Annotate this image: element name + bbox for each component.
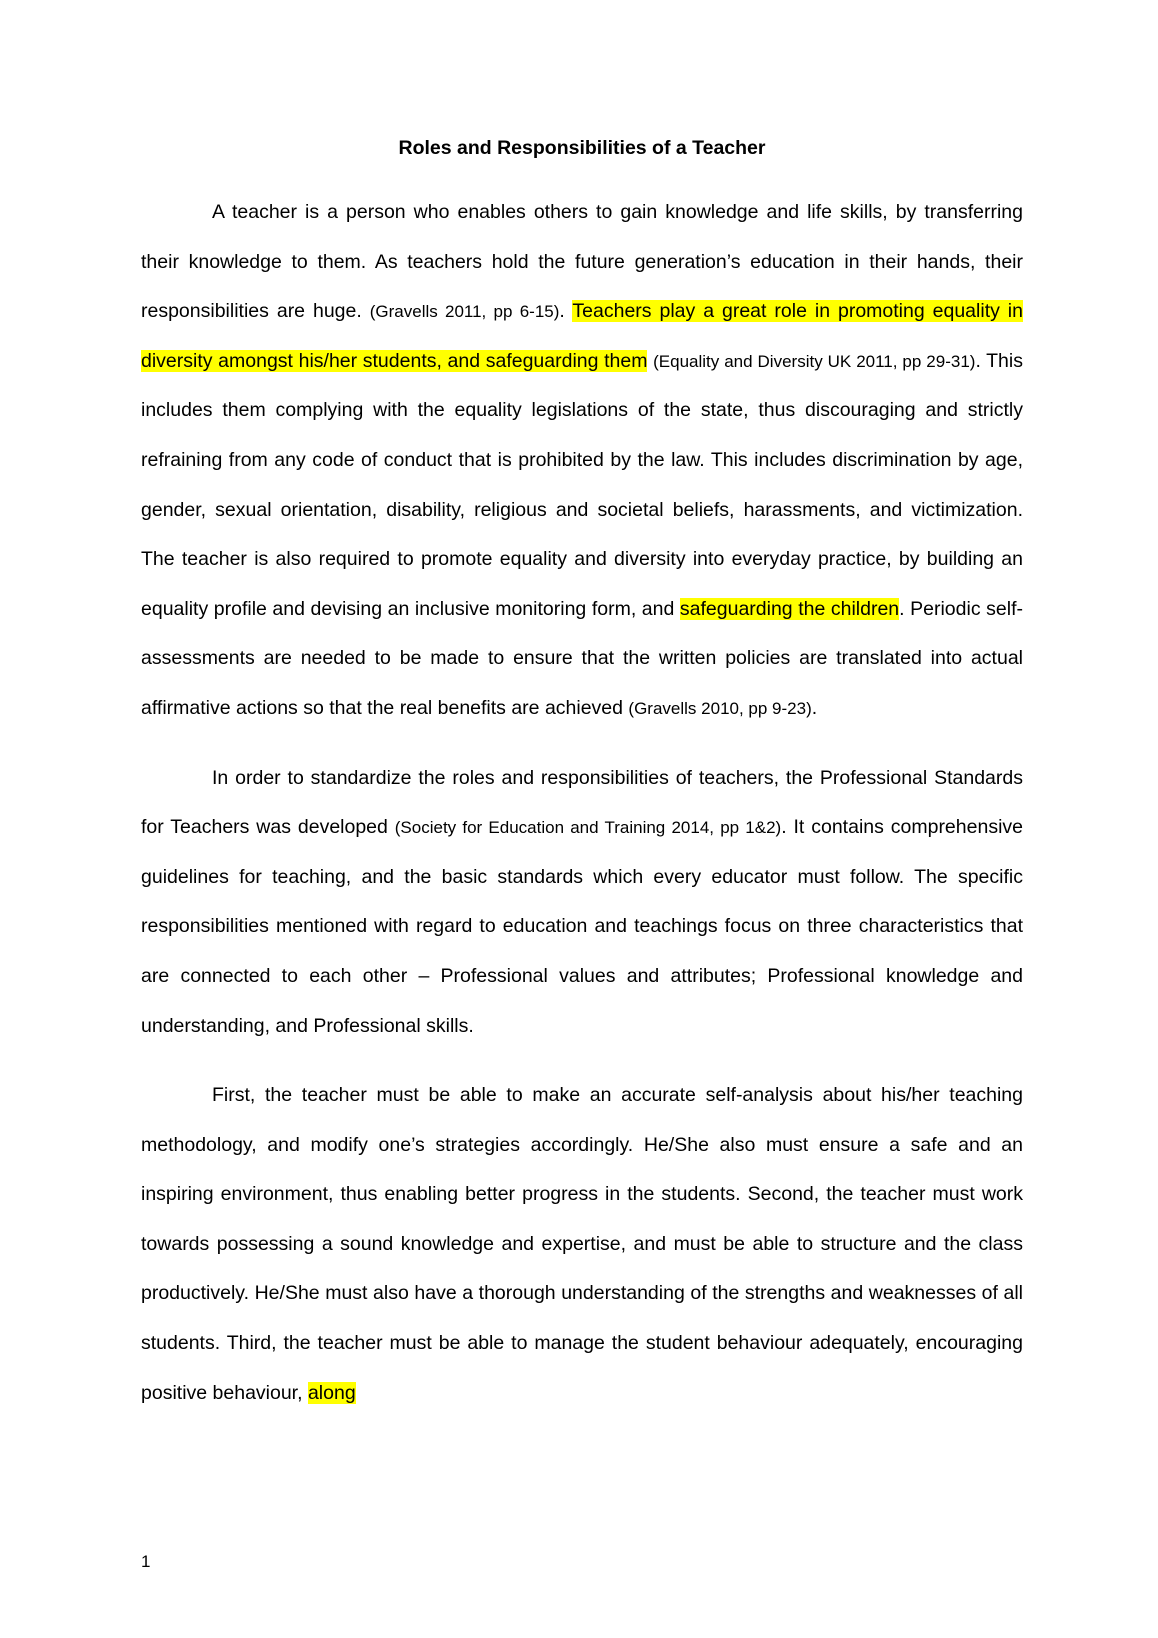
paragraph-1 [141, 188, 1023, 734]
highlighted-text: safeguarding the children [679, 597, 900, 620]
page-number: 1 [141, 1552, 151, 1571]
highlighted-text: Teachers play a great role in promoting equality in diversity amongst his/her students, and safeguarding them [141, 300, 1023, 372]
paragraph-2 [141, 754, 1023, 1052]
paragraph-text: A teacher is a person who enables others to gain knowledge and life skills, by transferring their knowledge to them. As teachers hold the future generation’s education in their hands, their responsibilities are huge. [141, 201, 1023, 323]
citation: (Gravells 2011, pp 6-15) [369, 302, 560, 322]
paragraph-3 [141, 1071, 1023, 1418]
paragraph-text: . This includes them complying with the equality legislations of the state, thus discouraging and strictly refraining from any code of conduct that is prohibited by the law. This includes discrimination by age, gender, sexual orientation, disability, religious and societal beliefs, harassments, and victimization. The teacher is also required to promote equality and diversity into everyday practice, by building an equality profile and devising an inclusive monitoring form, and [141, 349, 1023, 620]
paragraph-text: First, the teacher must be able to make an accurate self-analysis about his/her teaching methodology, and modify one’s strategies accordingly. He/She also must ensure a safe and an inspiring environment, thus enabling better progress in the students. Second, the teacher must work towards possessing a sound knowledge and expertise, and must be able to structure and the class productively. He/She must also have a thorough understanding of the strengths and weaknesses of all students. Third, the teacher must be able to manage the student behaviour adequately, encouraging positive behaviour, [141, 1084, 1023, 1404]
document-body [141, 134, 1023, 1438]
paragraph-text: . Periodic self-assessments are needed to be made to ensure that the written policies are translated into actual affirmative actions so that the real benefits are achieved [141, 597, 1023, 719]
citation: (Equality and Diversity UK 2011, pp 29-31) [653, 351, 976, 371]
paragraph-text: In order to standardize the roles and responsibilities of teachers, the Professional Standards for Teachers was developed [141, 766, 1023, 839]
document-title: Roles and Responsibilities of a Teacher [398, 137, 766, 159]
citation: (Gravells 2010, pp 9-23) [628, 698, 812, 718]
highlighted-text: along [307, 1381, 356, 1404]
paragraph-text: . [559, 300, 573, 323]
citation: (Society for Education and Training 2014, pp 1&2) [394, 818, 782, 838]
paragraph-text: . [811, 696, 818, 719]
paragraph-text: . It contains comprehensive guidelines for teaching, and the basic standards which every educator must follow. The specific responsibilities mentioned with regard to education and teachings focus on three characteristics that are connected to each other – Professional values and attributes; Professional knowledge and understanding, and Professional skills. [141, 816, 1023, 1037]
